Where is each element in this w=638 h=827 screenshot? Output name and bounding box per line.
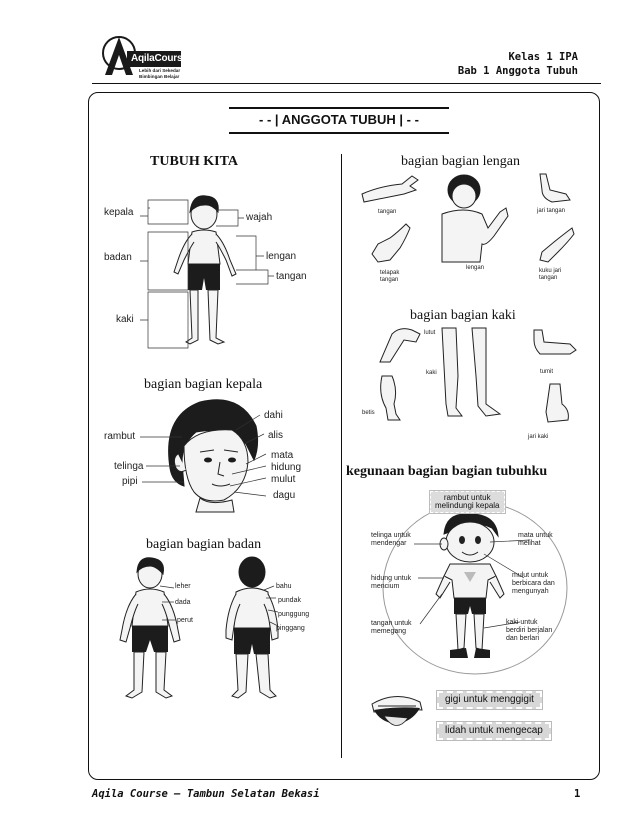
label-telapak-tangan: telapak tangan	[380, 270, 400, 283]
use-mulut: mulut untuk berbicara dan mengunyah	[512, 572, 555, 595]
lengan-title: bagian bagian lengan	[401, 154, 520, 169]
mouth-icon	[368, 686, 426, 738]
label-jari-kaki: jari kaki	[528, 434, 549, 440]
body-front-icon	[110, 556, 210, 706]
label-kaki: kaki	[116, 314, 134, 325]
label-leher: leher	[175, 583, 191, 590]
use-hidung: hidung untuk mencium	[371, 575, 412, 590]
knee-icon	[378, 324, 422, 364]
label-tangan: tangan	[276, 271, 307, 282]
label-kaki-leg: kaki	[426, 370, 437, 376]
label-pundak: pundak	[278, 597, 301, 604]
label-punggung: punggung	[278, 611, 310, 618]
use-mata: mata untuk melihat	[518, 532, 553, 547]
footer-institution: Aqila Course – Tambun Selatan Bekasi	[92, 788, 320, 800]
logo	[97, 27, 188, 83]
label-jari-tangan: jari tangan	[537, 208, 566, 214]
label-lengan: lengan	[266, 251, 297, 262]
label-dagu: dagu	[273, 490, 296, 501]
badan-title: bagian bagian badan	[146, 537, 262, 552]
heel-icon	[530, 328, 578, 362]
toe-icon	[540, 382, 574, 426]
label-kuku-jari-tangan: kuku jari tangan	[539, 268, 562, 281]
label-tangan-arm: tangan	[378, 209, 397, 215]
label-alis: alis	[268, 430, 284, 441]
label-lutut: lutut	[424, 330, 436, 336]
use-gigi: gigi untuk menggigit	[437, 691, 542, 709]
calf-icon	[376, 374, 404, 422]
column-divider	[341, 154, 342, 758]
label-dada: dada	[175, 599, 191, 606]
arm-figure-icon	[432, 174, 512, 264]
kegunaan-title: kegunaan bagian bagian tubuhku	[346, 464, 548, 479]
kepala-title: bagian bagian kepala	[144, 377, 263, 392]
label-perut: perut	[177, 617, 193, 624]
use-telinga: telinga untuk mendengar	[371, 532, 411, 547]
label-hidung: hidung	[271, 462, 302, 473]
label-badan: badan	[104, 252, 132, 263]
kaki-title: bagian bagian kaki	[410, 308, 516, 323]
label-betis: betis	[362, 410, 375, 416]
class-label: Kelas 1 IPA	[508, 51, 578, 63]
logo-tagline: Lebih dari Sekedar Bimbingan Belajar	[139, 68, 181, 79]
label-pipi: pipi	[122, 476, 138, 487]
header-divider	[92, 83, 601, 84]
label-bahu: bahu	[276, 583, 292, 590]
label-tumit: tumit	[540, 369, 554, 375]
label-mata: mata	[271, 450, 294, 461]
use-tangan: tangan untuk memegang	[371, 620, 412, 635]
legs-icon	[436, 326, 506, 420]
label-mulut: mulut	[271, 474, 296, 485]
logo-brand: AqilaCourse	[127, 51, 181, 67]
arm-hand-icon	[360, 172, 420, 206]
finger-icon	[536, 172, 576, 206]
use-rambut: rambut untuk melindungi kepala	[430, 491, 505, 513]
header-info	[458, 50, 578, 78]
label-telinga: telinga	[114, 461, 144, 472]
label-pinggang: pinggang	[276, 625, 305, 632]
use-lidah: lidah untuk mengecap	[437, 722, 551, 740]
tubuh-kita-title: TUBUH KITA	[150, 154, 239, 169]
label-rambut: rambut	[104, 431, 136, 442]
palm-icon	[370, 222, 412, 268]
page-number: 1	[574, 788, 581, 800]
label-lengan-arm: lengan	[466, 265, 485, 271]
label-dahi: dahi	[264, 410, 283, 421]
page-title: - - | ANGGOTA TUBUH | - -	[229, 107, 449, 134]
chapter-label: Bab 1 Anggota Tubuh	[457, 65, 578, 77]
use-kaki: kaki untuk berdiri berjalan dan berlari	[506, 619, 553, 642]
label-wajah: wajah	[246, 212, 273, 223]
fingernail-icon	[536, 224, 576, 264]
label-kepala: kepala	[104, 207, 134, 218]
